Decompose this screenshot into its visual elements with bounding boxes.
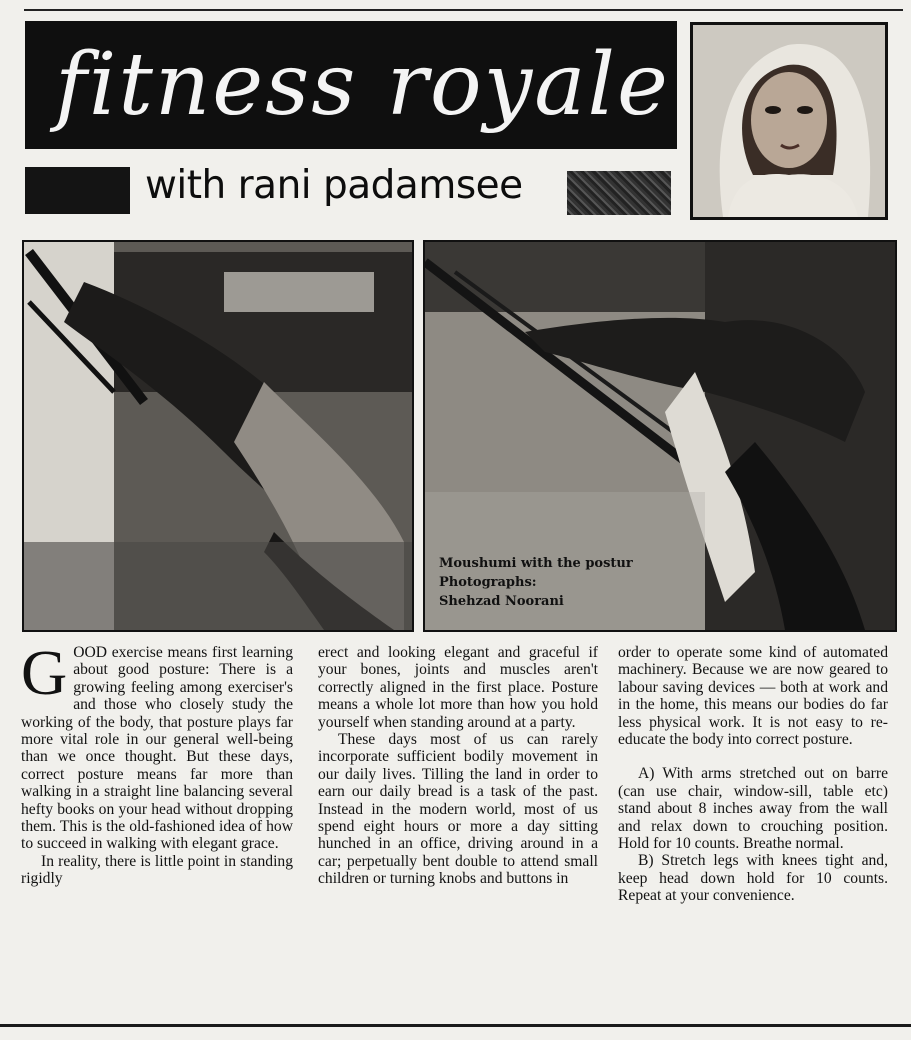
author-portrait <box>690 22 888 220</box>
exercise-photo-left <box>22 240 414 632</box>
article-column-1 <box>21 637 293 888</box>
photo-caption <box>439 554 633 611</box>
top-rule <box>24 9 903 11</box>
article-paragraph: These days most of us can rarely incorporate sufficient bodily movement in our daily lives. Tilling the land in order to earn our daily bread is a task of the past. Instead in the modern world, most of us spend eight hours or more a day sitting hunched in an office, driving around in a car; perpetually bent double to attend small children or turning knobs and buttons in <box>318 731 598 888</box>
bottom-rule <box>0 1024 911 1027</box>
byline: with rani padamsee <box>145 163 523 208</box>
byline-row <box>25 165 677 217</box>
article-paragraph: order to operate some kind of automated machinery. Because we are now geared to labour saving devices — both at work and in the home, this means our bodies do far less physical work. It is not easy to re-educate the body into correct posture. <box>618 644 888 749</box>
article-paragraph <box>21 637 293 853</box>
exercise-step-b: B) Stretch legs with knees tight and, keep head down hold for 10 counts. Repeat at your convenience. <box>618 852 888 905</box>
byline-bar-right <box>567 171 671 215</box>
title-banner <box>25 21 677 149</box>
caption-line-2: Photographs: <box>439 575 537 590</box>
exercise-step-a: A) With arms stretched out on barre (can use chair, window-sill, table etc) stand about 8 inches away from the wall and relax down to crouching position. Hold for 10 counts. Breathe normal. <box>618 765 888 853</box>
column-title: fitness royale <box>55 35 670 135</box>
article-column-2 <box>318 644 598 888</box>
article-paragraph-text: OOD exercise means first learning about good posture: There is a growing feeling among exerciser's and those who closely study the working of the body, that posture plays far more vital role in our general well-being than we once thought. But these days, correct posture means far more than walking in a straight line balancing several hefty books on your head without dropping them. This is the old-fashioned idea of how to succeed in walking with elegant grace. <box>21 644 293 853</box>
caption-line-1: Moushumi with the postur <box>439 556 633 571</box>
article-column-3 <box>618 644 888 905</box>
article-paragraph: erect and looking elegant and graceful if your bones, joints and muscles aren't correctly aligned in the first place. Posture means a whole lot more than how you hold yourself when standing around at a party. <box>318 644 598 731</box>
caption-line-3: Shehzad Noorani <box>439 594 564 609</box>
byline-bar-left <box>25 167 130 214</box>
drop-cap: G <box>21 637 68 708</box>
exercise-photo-right <box>423 240 897 632</box>
paragraph-spacer <box>618 748 888 765</box>
article-paragraph: In reality, there is little point in standing rigidly <box>21 852 293 888</box>
